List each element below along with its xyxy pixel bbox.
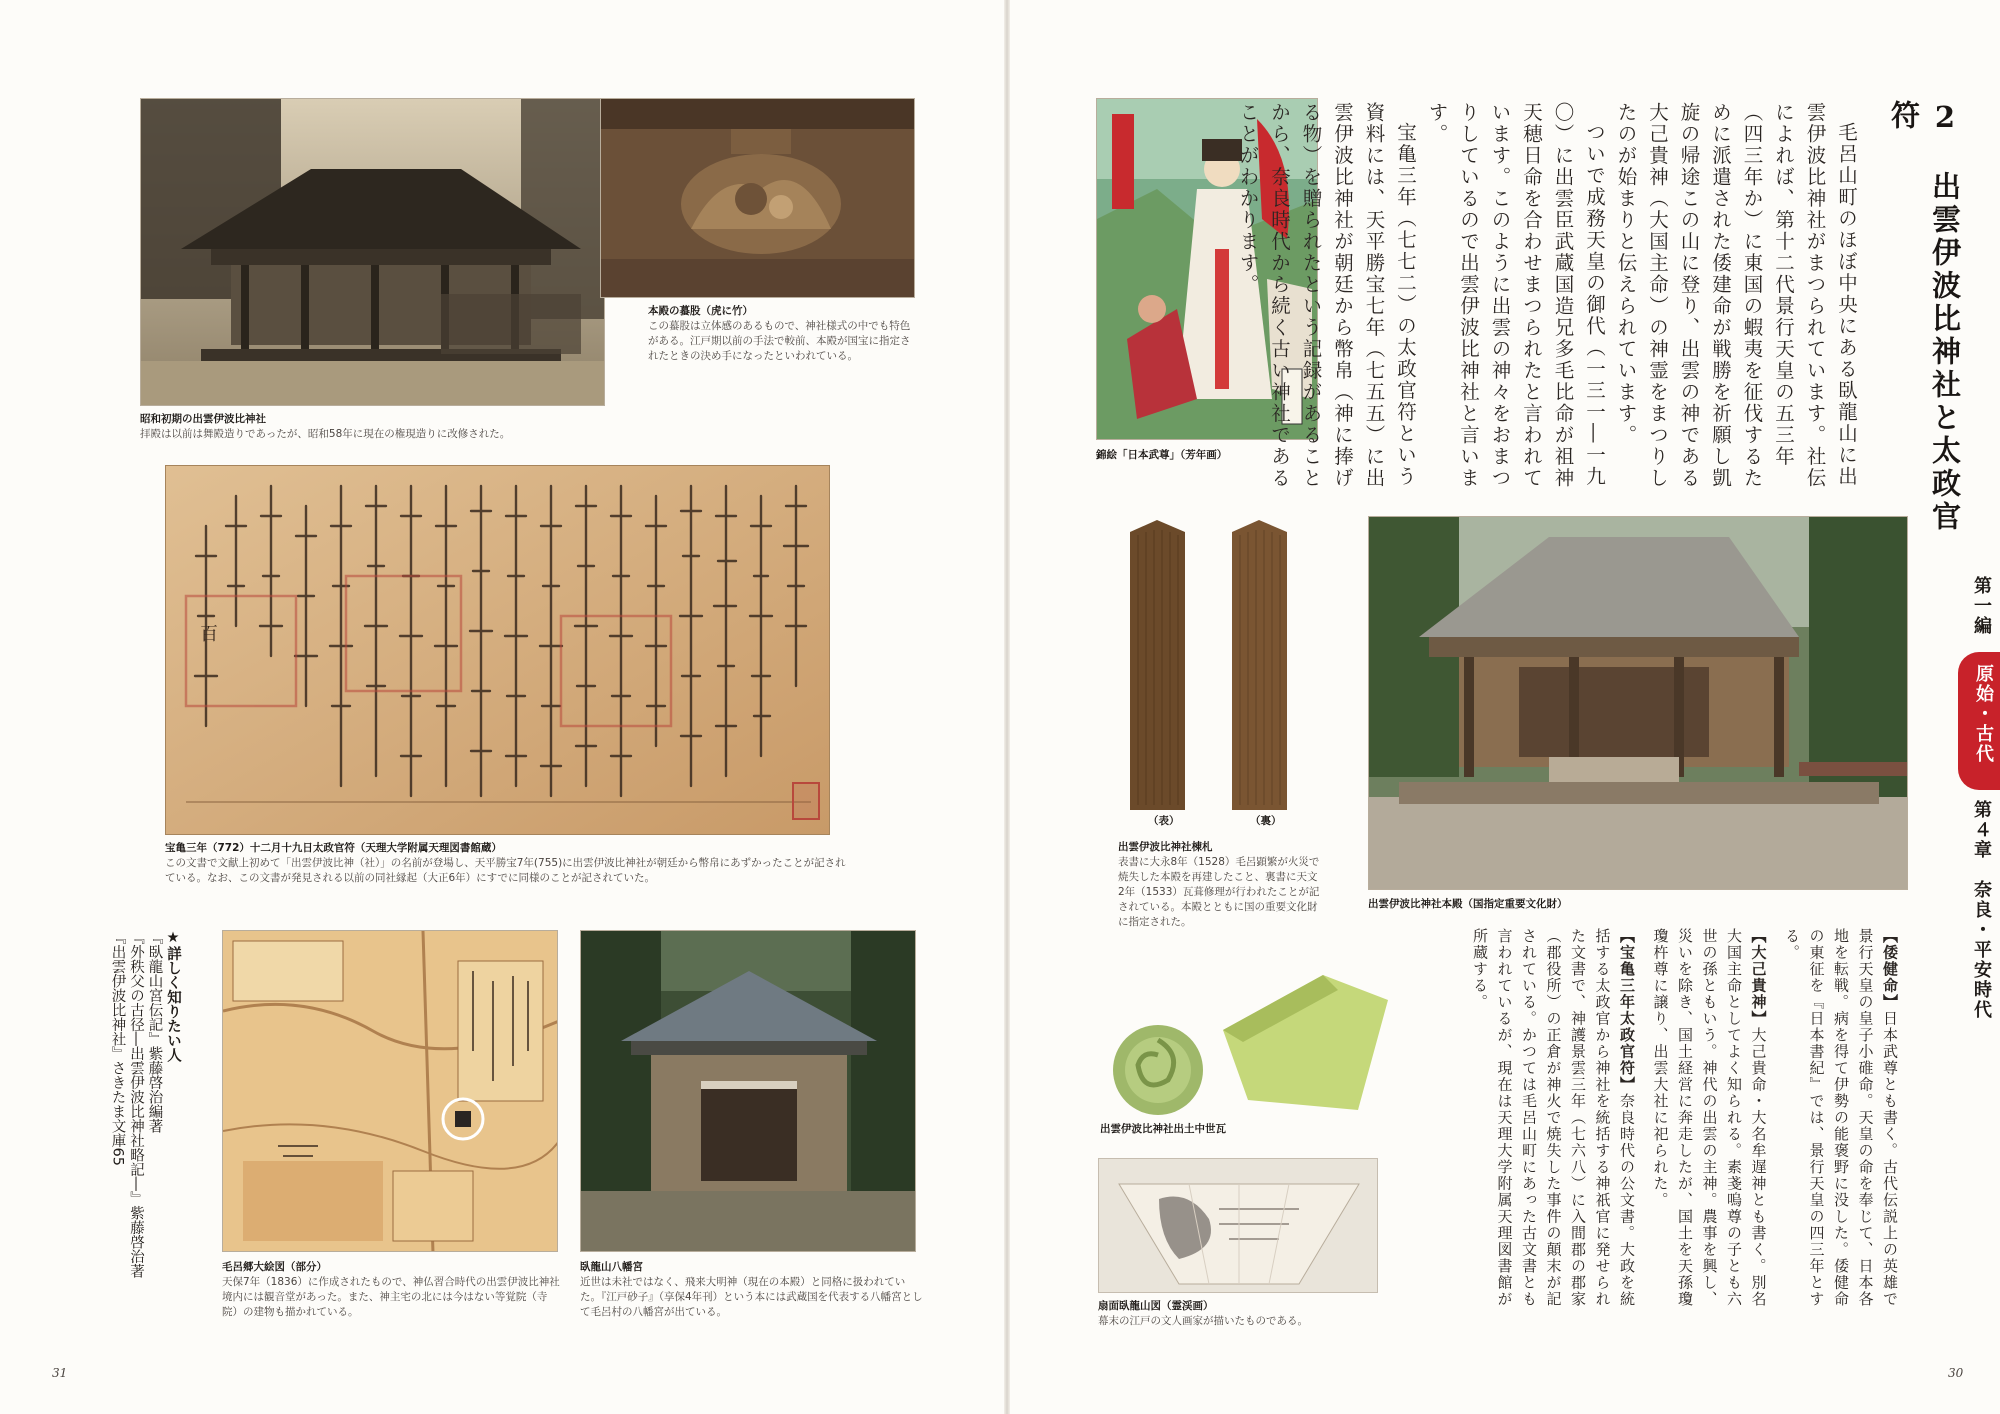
body-paragraph-1: 毛呂山町のほぼ中央にある臥龍山に出雲伊波比神社がまつられています。社伝によれば、第十二代景行天皇の五三年（四三年か）に東国の蝦夷を征伐するために派遣された倭建命が戦勝を祈願し凱旋の帰途この山に登り、出雲の神である大己貴神（大国主命）の神霊をまつりしたのが始まりと伝えられています。 [1614,102,1858,489]
photo-old-shrine-caption [140,412,640,442]
tile-image [1098,960,1390,1120]
photo-hachimangu [580,930,916,1252]
side-tab-era: 原始・古代 [1973,664,1994,764]
photo-moro-map-caption [222,1260,562,1320]
glossary-text-3: 奈良時代の公文書。大政を統括する太政官から神社を統括する神祇官に発せられた文書で、神護景雲三年（七六八）に入間郡の郡家（郡役所）の正倉が神火で焼失した事件の顛末が記されている。かつては毛呂山町にあった古文書とも言われているが、現在は天理大学附属天理図書館が所蔵する。 [1471,928,1636,1308]
caption-title: 出雲伊波比神社本殿（国指定重要文化財） [1368,898,1568,910]
more-info-heading: ★詳しく知りたい人 [165,930,181,1062]
photo-tile [1098,960,1390,1120]
caption-desc: 拝殿は以前は舞殿造りであったが、昭和58年に現在の権現造りに改修された。 [140,428,511,440]
glossary-head-3: 【宝亀三年太政官符】 [1618,928,1636,1093]
caption-title: 出雲伊波比神社棟札 [1118,841,1213,853]
glossary-entry-1 [1780,928,1903,1316]
more-info-box [109,930,182,1340]
caption-title: 錦絵「日本武尊」（芳年画） [1096,449,1228,461]
body-paragraph-2: ついで成務天皇の御代（一三一―一九〇）に出雲臣武蔵国造兄多毛比命が祖神天穂日命を合わせまつられたと言われています。このように出雲の神々をおまつりしているので出雲伊波比神社と言います。 [1425,102,1606,489]
photo-dajokanpu-caption [165,841,850,886]
article-title: 2 出雲伊波比神社と太政官符 [1887,100,1962,534]
photo-tile-caption [1100,1122,1390,1137]
munafuda-back-image [1232,520,1287,810]
photo-kaerumata [600,98,915,298]
glossary-text-1: 日本武尊とも書く。古代伝説上の英雄で景行天皇の皇子小碓命。天皇の命を奉じて、日本各地を転戦。病を得て伊勢の能褒野に没した。倭健命の東征を『日本書紀』では、景行天皇の四三年とする。 [1783,928,1899,1308]
caption-desc: 表書に大永8年（1528）毛呂顕繁が火災で焼失した本殿を再建したこと、裏書に天文2年（1533）瓦葺修理が行われたことが記されている。本殿とともに国の重要文化財に指定された。 [1118,856,1320,928]
caption-title: 扇面臥龍山図（霊渓画） [1098,1300,1214,1312]
caption-desc: この文書で文献上初めて「出雲伊波比神（社）」の名前が登場し、天平勝宝7年(755)に出雲伊波比神社が朝廷から幣帛にあずかったことが記されている。なお、この文書が発見される以前の同社縁起（大正6年）にすでに同様のことが記されていた。 [165,857,846,884]
photo-dajokanpu [165,465,830,835]
photo-munafuda-caption [1118,840,1323,930]
dajokanpu-image [166,466,830,835]
caption-desc: 天保7年（1836）に作成されたもので、神仏習合時代の出雲伊波比神社境内には観音堂があった。また、神主宅の北には今はない等覚院（寺院）の建物も描かれている。 [222,1276,560,1318]
photo-munafuda-front [1130,520,1185,810]
caption-title: 昭和初期の出雲伊波比神社 [140,413,266,425]
page-number-right: 30 [1948,1366,1964,1380]
seal-glyph: 百 [200,624,218,645]
book-gutter [1004,0,1010,1414]
glossary-entry-2 [1648,928,1771,1316]
collection-seal [792,782,820,820]
fan-painting-image [1099,1159,1378,1293]
honden-image [1369,517,1908,890]
kaerumata-image [601,99,915,298]
caption-desc: 幕末の江戸の文人画家が描いたものである。 [1098,1315,1308,1327]
more-info-item-1: 『臥龍山宮伝記』紫藤啓治編著 [146,930,163,1133]
glossary [1410,928,1902,1316]
munafuda-front-image [1130,520,1185,810]
photo-hachimangu-caption [580,1260,925,1320]
glossary-head-1: 【倭健命】 [1881,928,1899,1011]
munafuda-back-label [1250,814,1282,829]
moro-map-image [223,931,558,1252]
glossary-head-2: 【大己貴神】 [1749,928,1768,1027]
photo-fan-caption [1098,1299,1388,1329]
photo-munafuda-back [1232,520,1287,810]
caption-title: 臥龍山八幡宮 [580,1261,643,1273]
label-back: （裏） [1250,815,1282,827]
old-shrine-image [141,99,605,406]
page-number-left: 31 [52,1366,68,1380]
caption-desc: 近世は未社ではなく、飛来大明神（現在の本殿）と同格に扱われていた。『江戸砂子』（享保4年刊）という本には武蔵国を代表する八幡宮として毛呂村の八幡宮が出ている。 [580,1276,923,1318]
photo-fan-painting [1098,1158,1378,1293]
more-info-item-2: 『外秩父の古径―出雲伊波比神社略記―』紫藤啓治著 [128,930,144,1278]
caption-title: 宝亀三年（772）十二月十九日太政官符（天理大学附属天理図書館蔵） [165,842,502,854]
caption-desc: この蟇股は立体感のあるもので、神社様式の中でも特色がある。江戸期以前の手法で較前、本殿が国宝に指定されたときの決め手になったといわれている。 [648,320,911,362]
photo-honden [1368,516,1908,890]
munafuda-front-label [1148,814,1180,829]
photo-kaerumata-caption [648,304,918,364]
article-body [1236,102,1862,494]
more-info-item-3: 『出雲伊波比神社』さきたま文庫65 [109,930,126,1166]
side-tab-part: 第一編 [1971,576,1992,636]
label-front: （表） [1148,815,1180,827]
photo-moro-map [222,930,558,1252]
caption-title: 毛呂郷大絵図（部分） [222,1261,327,1273]
hachimangu-image [581,931,916,1252]
glossary-entry-3 [1468,928,1640,1316]
photo-old-shrine [140,98,605,406]
caption-title: 本殿の蟇股（虎に竹） [648,305,753,317]
side-tab-chapter: 第４章 奈良・平安時代 [1971,800,1992,1020]
glossary-text-2: 大己貴命・大名牟遅神とも書く。別名大国主命としてよく知られる。素戔嗚尊の子とも六世の孫ともいう。神代の出雲の主神。農事を興し、災いを除き、国土経営に奔走したが、国土を天孫瓊瓊杵尊に譲り、出雲大社に祀られた。 [1651,928,1768,1308]
body-paragraph-3: 宝亀三年（七七二）の太政官符という資料には、天平勝宝七年（七五五）に出雲伊波比神社が朝廷から幣帛（神に捧げる物）を贈られたという記録があることから、奈良時代から続く古い神社であることがわかります。 [1236,102,1417,489]
photo-honden-caption [1368,897,1768,912]
caption-title: 出雲伊波比神社出土中世瓦 [1100,1123,1226,1135]
